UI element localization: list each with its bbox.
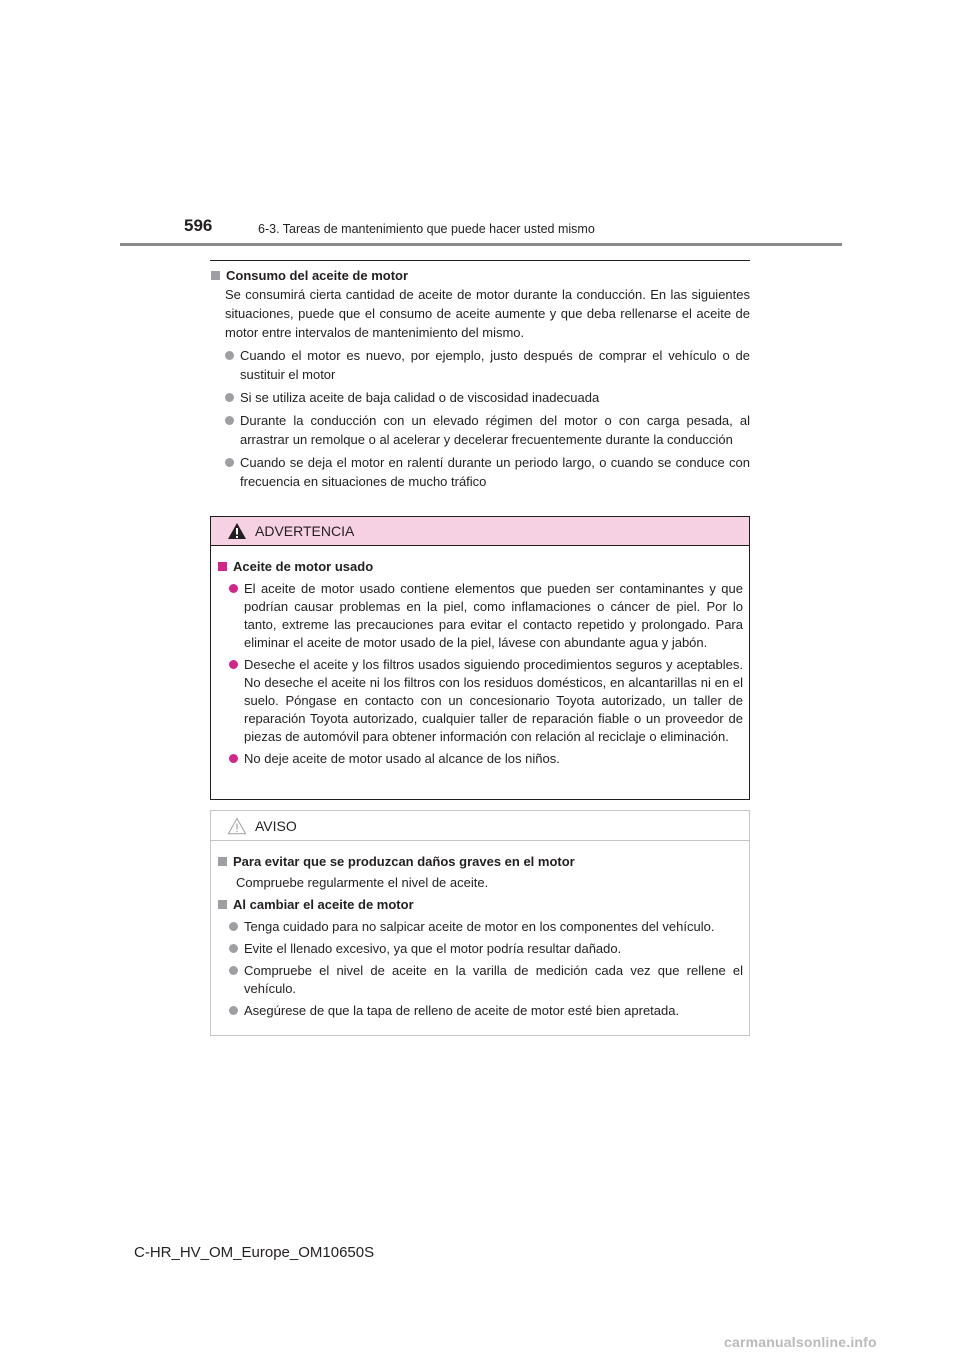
round-bullet-icon — [229, 922, 238, 931]
header-rule — [120, 243, 842, 246]
list-item-text: Cuando se deja el motor en ralentí durante un periodo largo, o cuando se conduce con frecuencia en situaciones de mucho tráfico — [240, 455, 750, 489]
square-bullet-icon — [211, 271, 220, 280]
notice-title: AVISO — [255, 817, 297, 834]
round-bullet-icon — [229, 660, 238, 669]
topic-section — [210, 266, 750, 491]
topic-rule — [210, 260, 750, 261]
notice-heading-text: Para evitar que se produzcan daños graves en el motor — [233, 854, 575, 869]
list-item-text: No deje aceite de motor usado al alcance de los niños. — [244, 751, 560, 766]
list-item — [217, 580, 743, 652]
round-bullet-icon — [229, 754, 238, 763]
round-bullet-icon — [229, 966, 238, 975]
notice-box — [210, 810, 750, 1036]
warning-body — [211, 546, 749, 768]
list-item-text: Deseche el aceite y los filtros usados siguiendo procedimientos seguros y aceptables. No deseche el aceite ni los filtros con los residuos domésticos, en alcantarillas ni en el suelo. Póngase en contacto con un concesionario Toyota autorizado, un taller de reparación Toyota autorizado, cualquier taller de reparación fiable o un proveedor de piezas de automóvil para obtener información con relación al reciclaje o eliminación. — [244, 657, 743, 744]
list-item — [217, 750, 743, 768]
list-item — [210, 388, 750, 407]
notice-heading — [217, 853, 743, 871]
round-bullet-icon — [225, 458, 234, 467]
list-item — [217, 962, 743, 998]
topic-heading — [210, 266, 750, 285]
warning-title: ADVERTENCIA — [255, 523, 355, 539]
list-item-text: Si se utiliza aceite de baja calidad o de viscosidad inadecuada — [240, 390, 600, 405]
list-item — [217, 1002, 743, 1020]
notice-heading-text: Al cambiar el aceite de motor — [233, 897, 414, 912]
list-item — [217, 918, 743, 936]
square-bullet-icon — [218, 900, 227, 909]
list-item-text: Compruebe el nivel de aceite en la varilla de medición cada vez que rellene el vehículo. — [244, 963, 743, 996]
round-bullet-icon — [229, 1006, 238, 1015]
round-bullet-icon — [229, 944, 238, 953]
warning-triangle-icon — [227, 522, 247, 540]
notice-paragraph: Compruebe regularmente el nivel de aceite. — [236, 875, 489, 890]
notice-body — [211, 841, 749, 1020]
list-item — [217, 656, 743, 746]
list-item — [210, 411, 750, 449]
round-bullet-icon — [225, 393, 234, 402]
page-number: 596 — [184, 216, 213, 235]
footer-doc-code: C-HR_HV_OM_Europe_OM10650S — [134, 1244, 375, 1261]
warning-heading-text: Aceite de motor usado — [233, 559, 374, 574]
round-bullet-icon — [225, 351, 234, 360]
list-item-text: Tenga cuidado para no salpicar aceite de motor en los componentes del vehículo. — [244, 919, 715, 934]
topic-paragraph: Se consumirá cierta cantidad de aceite de motor durante la conducción. En las siguientes situaciones, puede que el consumo de aceite aumente y que deba rellenarse el aceite de motor entre intervalos de mantenimiento del mismo. — [225, 287, 750, 340]
section-title: 6-3. Tareas de mantenimiento que puede hacer usted mismo — [258, 222, 595, 236]
list-item — [210, 453, 750, 491]
square-bullet-icon — [218, 562, 227, 571]
list-item — [210, 346, 750, 384]
watermark: carmanualsonline.info — [724, 1334, 877, 1350]
list-item-text: Evite el llenado excesivo, ya que el motor podría resultar dañado. — [244, 941, 622, 956]
round-bullet-icon — [229, 584, 238, 593]
list-item-text: El aceite de motor usado contiene elementos que pueden ser contaminantes y que podrían causar problemas en la piel, como inflamaciones o cáncer de piel. Por lo tanto, extreme las precauciones para evitar el contacto repetido y prolongado. Para eliminar el aceite de motor usado de la piel, lávese con abundante agua y jabón. — [244, 581, 743, 650]
list-item-text: Cuando el motor es nuevo, por ejemplo, justo después de comprar el vehículo o de sustituir el motor — [240, 348, 750, 382]
notice-heading — [217, 896, 743, 914]
list-item — [217, 940, 743, 958]
caution-triangle-icon — [227, 817, 247, 835]
list-item-text: Durante la conducción con un elevado régimen del motor o con carga pesada, al arrastrar un remolque o al acelerar y decelerar frecuentemente durante la conducción — [240, 413, 750, 447]
topic-heading-text: Consumo del aceite de motor — [226, 268, 409, 283]
list-item-text: Asegúrese de que la tapa de relleno de aceite de motor esté bien apretada. — [244, 1003, 680, 1018]
warning-box-header — [211, 517, 749, 546]
square-bullet-icon — [218, 857, 227, 866]
warning-heading — [217, 558, 743, 576]
notice-box-header — [211, 811, 749, 841]
round-bullet-icon — [225, 416, 234, 425]
warning-box — [210, 516, 750, 800]
